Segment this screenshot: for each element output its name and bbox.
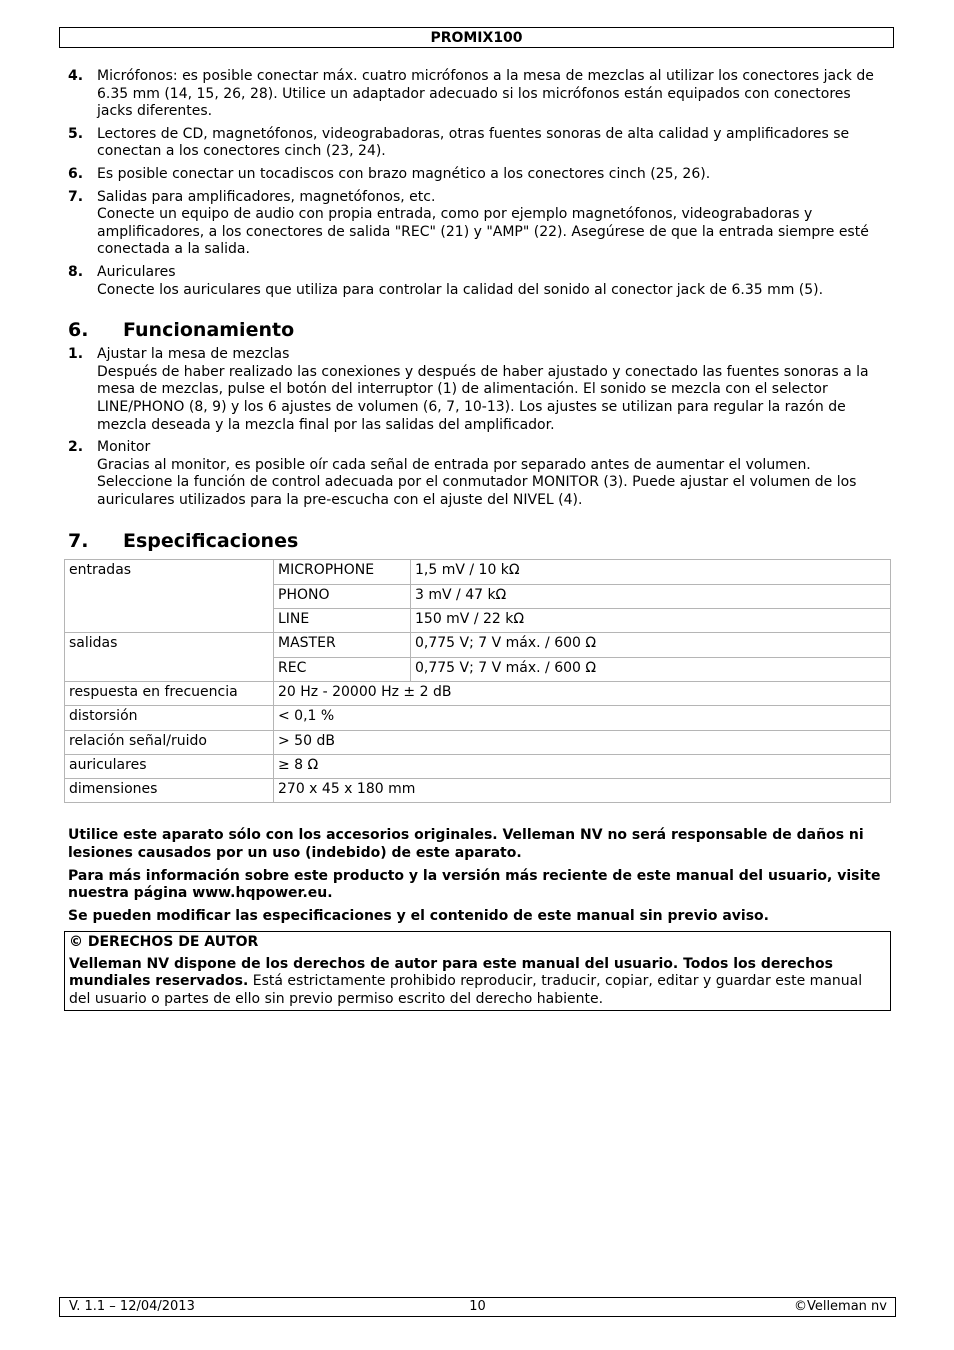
footer-company: ©Velleman nv [793, 1299, 887, 1314]
list-heading: Ajustar la mesa de mezclas [97, 346, 290, 363]
table-cell: < 0,1 % [274, 706, 891, 730]
list-text: Es posible conectar un tocadiscos con brazo magnético a los conectores cinch (25, 26). [97, 165, 711, 182]
list-number: 8. [68, 263, 84, 280]
table-row [65, 754, 891, 778]
section-number: 7. [68, 530, 89, 553]
table-cell: auriculares [65, 754, 274, 778]
table-row [65, 730, 891, 754]
table-cell: REC [274, 657, 411, 681]
list-number: 2. [68, 439, 84, 456]
table-cell: MASTER [274, 633, 411, 657]
table-cell: 150 mV / 22 kΩ [411, 609, 891, 633]
list-text: Micrófonos: es posible conectar máx. cuatro micrófonos a la mesa de mezclas al utilizar los conectores jack de 6.35 mm (14, 15, 26, 28). Utilice un adaptador adecuado si los micrófonos están equipados con conectores jacks diferentes. [97, 68, 874, 120]
table-row [65, 779, 891, 803]
copyright-title: © DERECHOS DE AUTOR [69, 934, 259, 950]
footer-version: V. 1.1 – 12/04/2013 [69, 1299, 195, 1314]
table-cell: dimensiones [65, 779, 274, 803]
list-text: Conecte un equipo de audio con propia entrada, como por ejemplo magnetófonos, videograbadoras y amplificadores, a los conectores de salida "REC" (21) y "AMP" (22). Asegúrese de que la entrada siempre esté conectada a la salida. [97, 206, 869, 258]
funcionamiento-list [68, 346, 890, 509]
page-footer [59, 1297, 896, 1317]
section-number: 6. [68, 319, 89, 342]
header-title: PROMIX100 [430, 30, 523, 46]
copyright-text: Está estrictamente prohibido reproducir, traducir, copiar, editar y guardar este manual del usuario o partes de ello sin previo permiso escrito del derecho habiente. [69, 973, 863, 1007]
table-cell: respuesta en frecuencia [65, 681, 274, 705]
list-text: Después de haber realizado las conexiones y después de haber ajustado y conectado las fuentes sonoras a la mesa de mezclas, pulse el botón del interruptor (1) de alimentación. El sonido se mezcla con el selector LINE/PHONO (8, 9) y los 6 ajustes de volumen (6, 7, 10-13). Los ajustes se utilizan para regular la razón de mezcla deseada y la mezcla final por las salidas del amplificador. [97, 363, 869, 433]
table-row [65, 681, 891, 705]
list-text: Lectores de CD, magnetófonos, videograbadoras, otras fuentes sonoras de alta calidad y amplificadores se conectan a los conectores cinch (23, 24). [97, 125, 850, 160]
list-item [68, 166, 890, 184]
table-cell: entradas [65, 560, 274, 633]
list-heading: Monitor [97, 439, 151, 456]
specifications-table [64, 559, 891, 803]
list-item [68, 264, 890, 299]
section-heading-funcionamiento [68, 318, 890, 342]
list-number: 5. [68, 125, 84, 142]
table-row [65, 633, 891, 657]
table-cell: PHONO [274, 584, 411, 608]
list-heading: Auriculares [97, 263, 176, 280]
table-cell: 270 x 45 x 180 mm [274, 779, 891, 803]
table-cell: distorsión [65, 706, 274, 730]
list-number: 7. [68, 188, 84, 205]
list-item [68, 189, 890, 259]
list-number: 6. [68, 165, 84, 182]
note-accessories: Utilice este aparato sólo con los accesorios originales. Velleman NV no será responsable de daños ni lesiones causados por un uso (indebido) de este aparato. [68, 827, 864, 862]
note-modifications: Se pueden modificar las especificaciones y el contenido de este manual sin previo aviso. [68, 907, 769, 924]
table-cell: 1,5 mV / 10 kΩ [411, 560, 891, 584]
list-text: Gracias al monitor, es posible oír cada señal de entrada por separado antes de aumentar el volumen. Seleccione la función de control adecuada por el conmutador MONITOR (3). Puede ajustar el volumen de los auriculares utilizados para la pre-escucha con el ajuste del NIVEL (4). [97, 456, 857, 508]
list-item [68, 126, 890, 161]
table-cell: 0,775 V; 7 V máx. / 600 Ω [411, 633, 891, 657]
copyright-box [64, 931, 891, 1011]
list-item [68, 346, 890, 434]
note-more-info: Para más información sobre este producto y la versión más reciente de este manual del usuario, visite nuestra página www.hqpower.eu. [68, 867, 881, 902]
table-cell: ≥ 8 Ω [274, 754, 891, 778]
table-cell: 0,775 V; 7 V máx. / 600 Ω [411, 657, 891, 681]
table-cell: > 50 dB [274, 730, 891, 754]
section-title: Especificaciones [123, 530, 299, 553]
list-number: 1. [68, 346, 84, 363]
list-text: Conecte los auriculares que utiliza para controlar la calidad del sonido al conector jack de 6.35 mm (5). [97, 281, 824, 298]
table-cell: MICROPHONE [274, 560, 411, 584]
list-heading: Salidas para amplificadores, magnetófonos, etc. [97, 188, 436, 205]
page-header [59, 27, 894, 48]
table-cell: salidas [65, 633, 274, 682]
section-heading-especificaciones [68, 529, 890, 553]
table-row [65, 706, 891, 730]
table-cell: relación señal/ruido [65, 730, 274, 754]
table-cell: LINE [274, 609, 411, 633]
copyright-bold-text: Velleman NV dispone de los derechos de autor para este manual del usuario. Todos los derechos mundiales reservados. [69, 955, 834, 990]
section-title: Funcionamiento [123, 319, 295, 342]
list-item [68, 439, 890, 509]
list-item [68, 68, 890, 121]
table-row [65, 560, 891, 584]
footer-page-number: 10 [469, 1299, 486, 1314]
table-cell: 3 mV / 47 kΩ [411, 584, 891, 608]
page-content [68, 68, 890, 930]
notes [68, 827, 890, 925]
list-number: 4. [68, 68, 84, 84]
table-cell: 20 Hz - 20000 Hz ± 2 dB [274, 681, 891, 705]
top-list [68, 68, 890, 299]
